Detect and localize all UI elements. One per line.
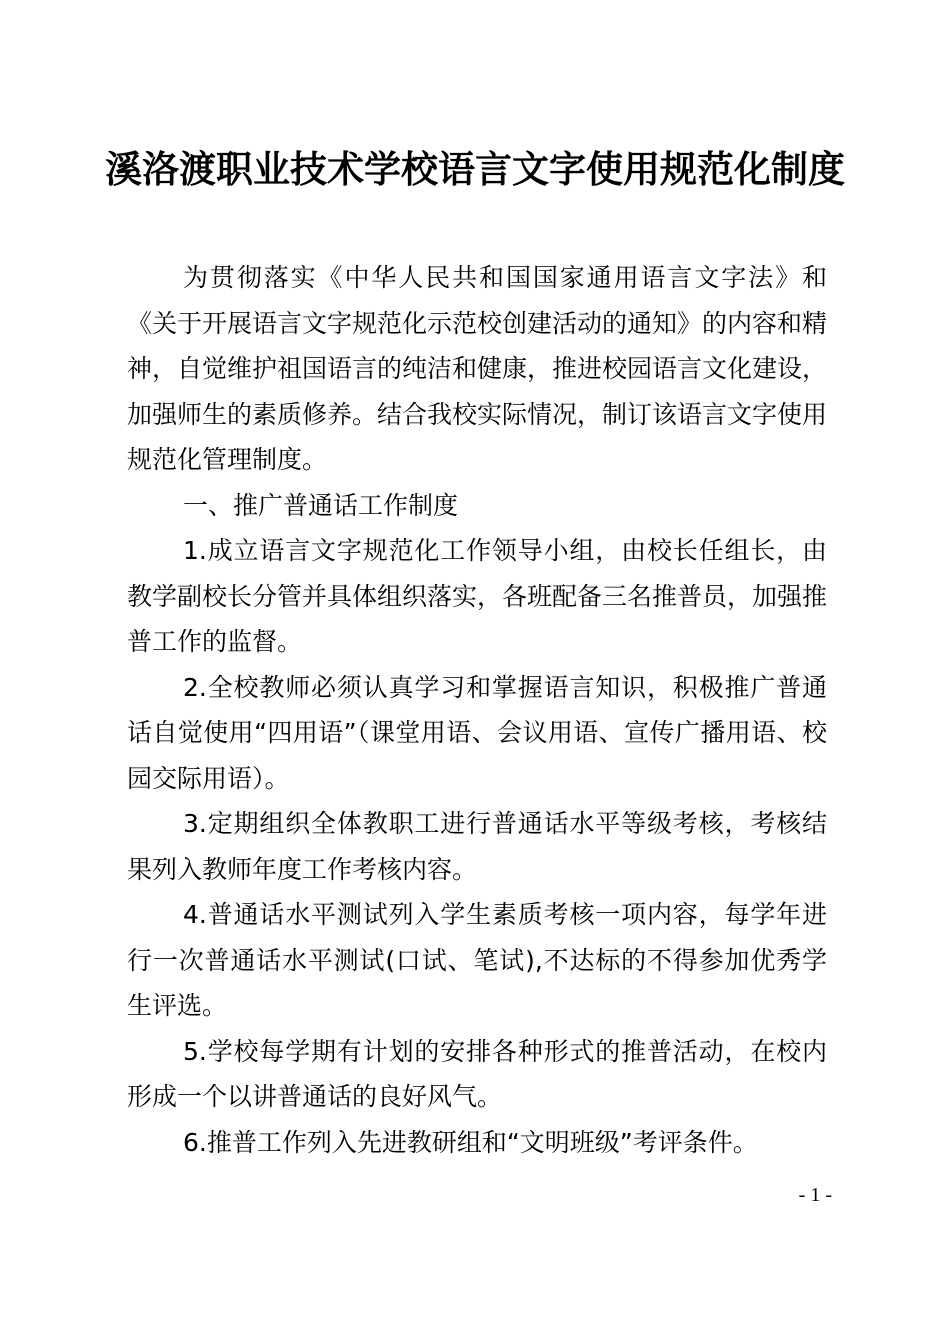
rule-item-6: 6.推普工作列入先进教研组和“文明班级”考评条件。 bbox=[183, 1127, 758, 1157]
page-number: - 1 - bbox=[798, 1184, 832, 1206]
document-title: 溪洛渡职业技术学校语言文字使用规范化制度 bbox=[105, 148, 845, 191]
section-heading: 一、推广普通话工作制度 bbox=[183, 490, 459, 520]
rule-item-4: 4.普通话水平测试列入学生素质考核一项内容，每学年进行一次普通话水平测试(口试、笔试),不达标的不得参加优秀学生评选。 bbox=[127, 900, 827, 1020]
rule-item-3: 3.定期组织全体教职工进行普通话水平等级考核，考核结果列入教师年度工作考核内容。 bbox=[127, 809, 827, 884]
rule-item-1: 1.成立语言文字规范化工作领导小组，由校长任组长，由教学副校长分管并具体组织落实，各班配备三名推普员，加强推普工作的监督。 bbox=[127, 536, 828, 656]
rule-item-5: 5.学校每学期有计划的安排各种形式的推普活动，在校内形成一个以讲普通话的良好风气。 bbox=[127, 1036, 827, 1111]
intro-paragraph: 为贯彻落实《中华人民共和国国家通用语言文字法》和《关于开展语言文字规范化示范校创建活动的通知》的内容和精神，自觉维护祖国语言的纯洁和健康，推进校园语言文化建设，加强师生的素质修养。结合我校实际情况，制订该语言文字使用规范化管理制度。 bbox=[127, 263, 828, 474]
rule-item-2: 2.全校教师必须认真学习和掌握语言知识，积极推广普通话自觉使用“四用语”（课堂用语、会议用语、宣传广播用语、校园交际用语）。 bbox=[127, 672, 827, 793]
document-body bbox=[127, 255, 827, 1165]
